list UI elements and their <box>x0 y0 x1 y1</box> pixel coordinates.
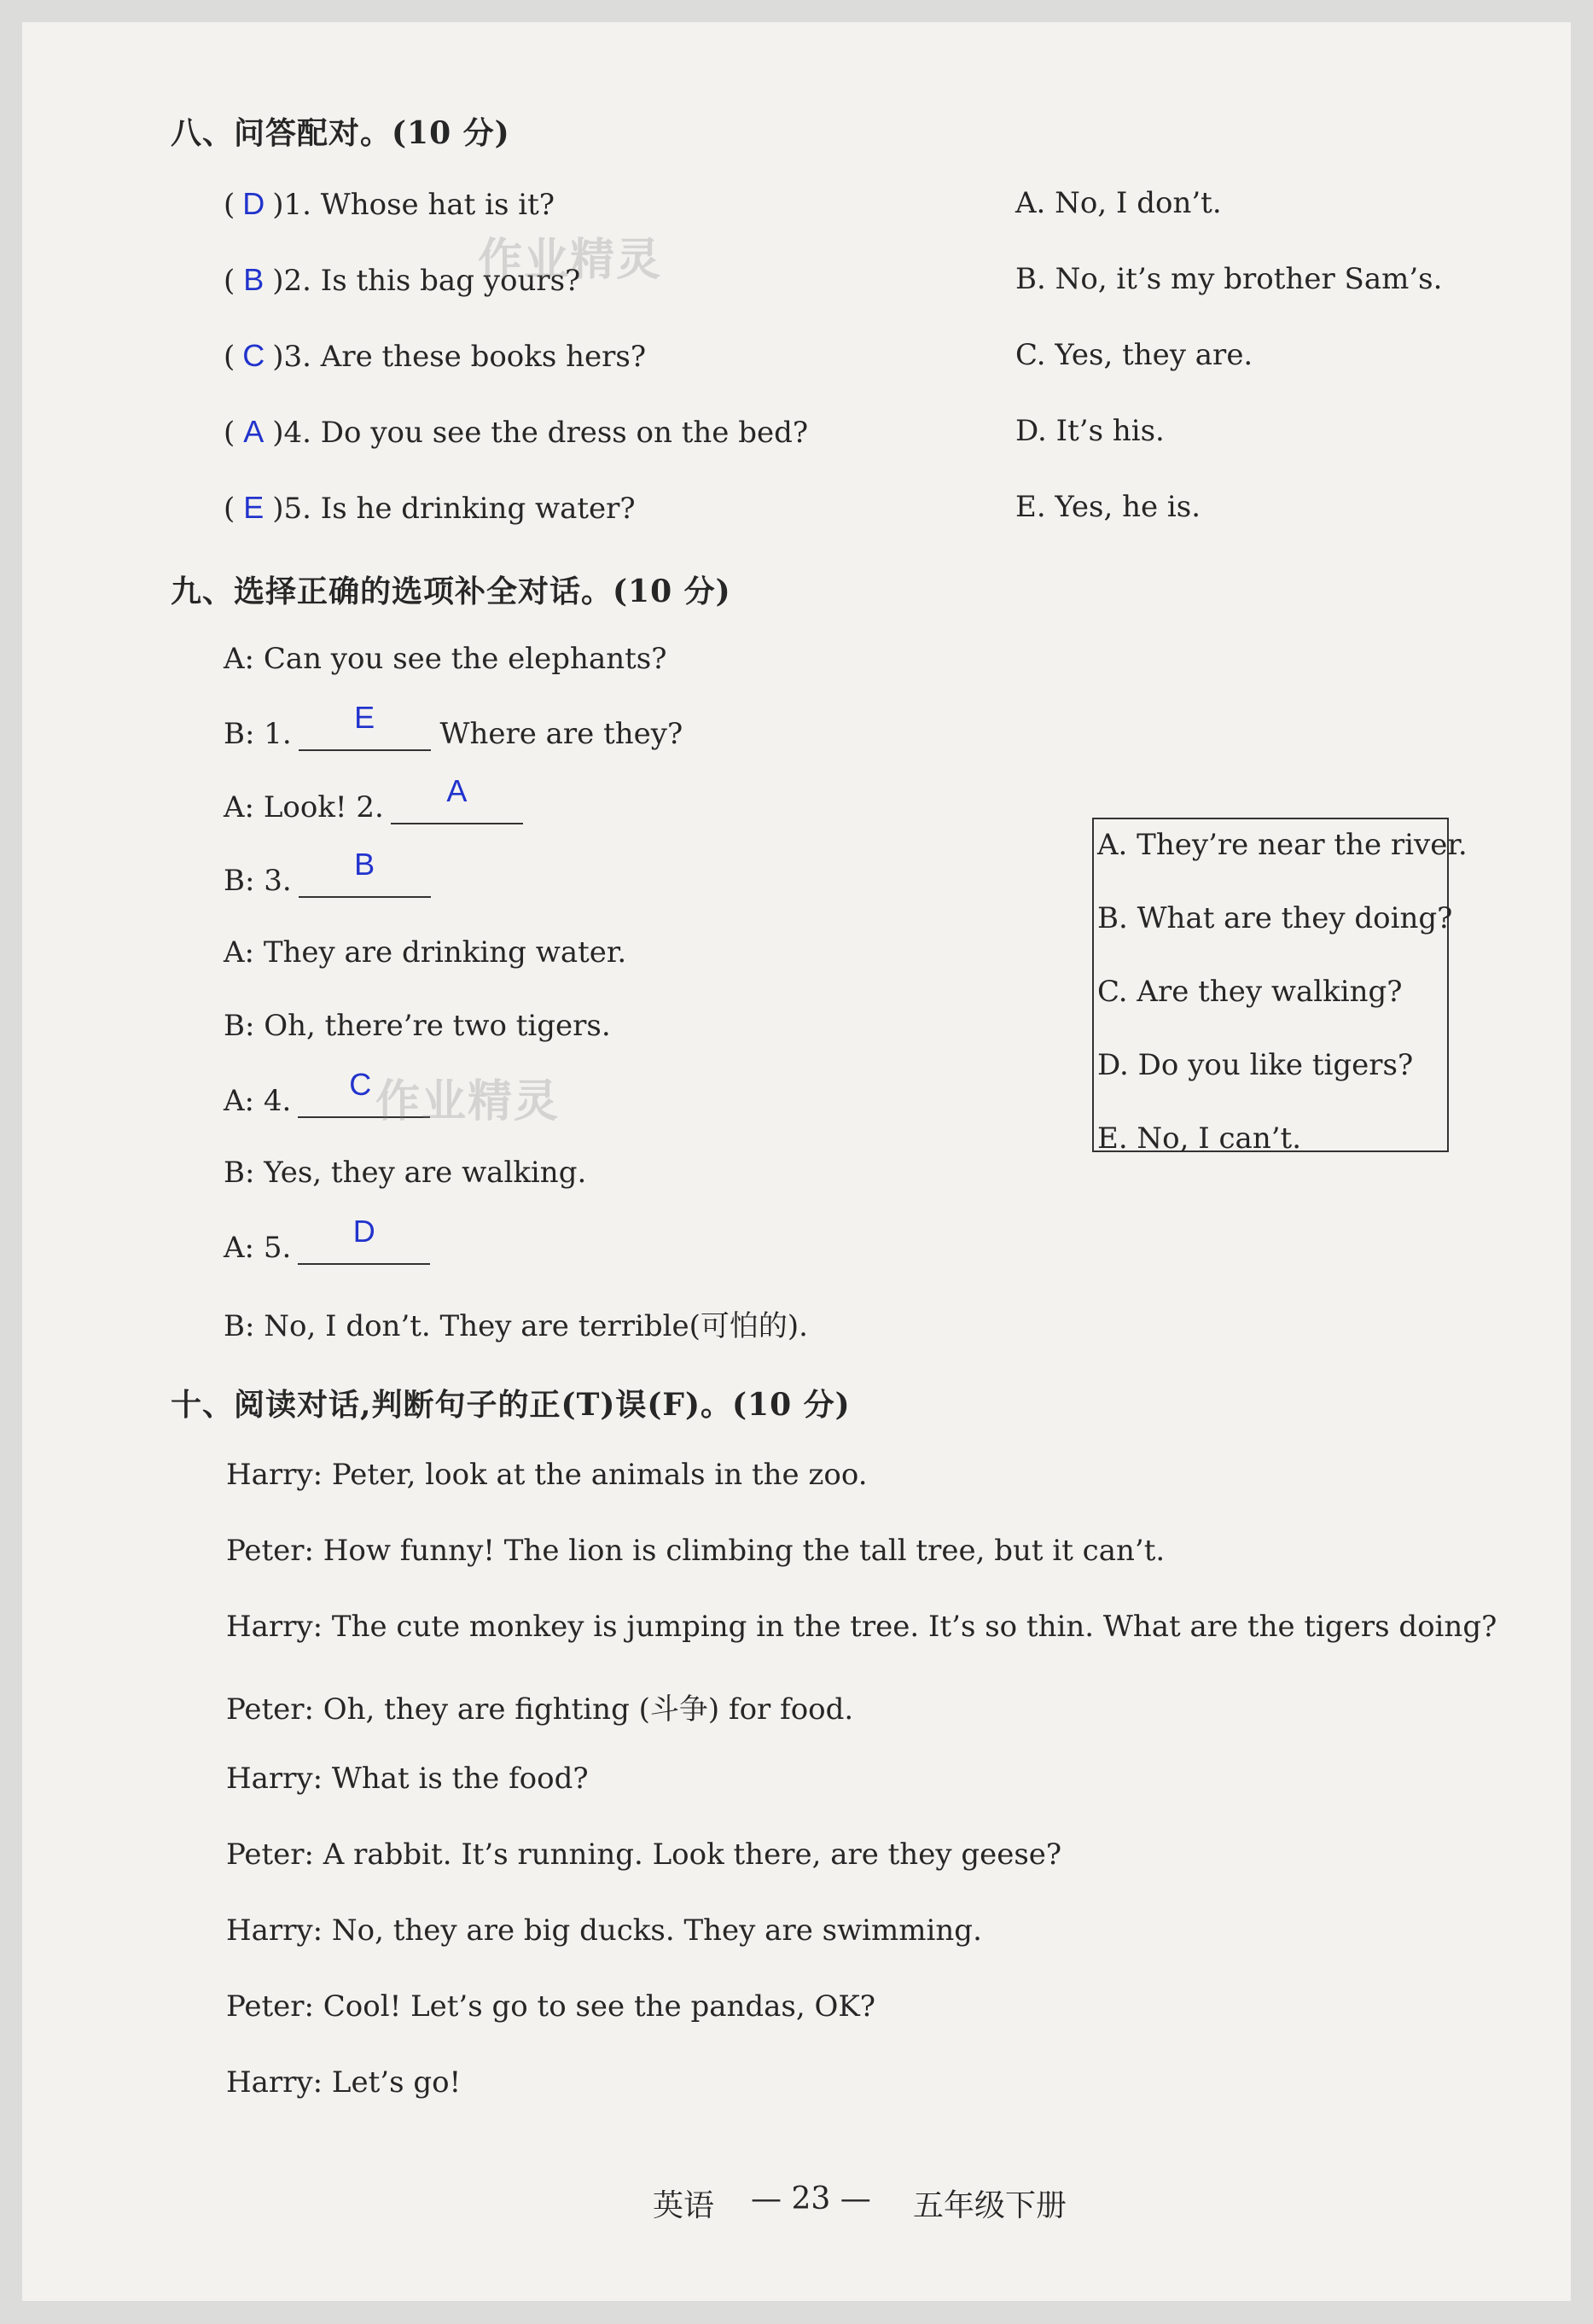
question-row: ( A )4. Do you see the dress on the bed? <box>224 414 809 450</box>
answer: E <box>354 700 375 735</box>
watermark: 作业精灵 <box>375 1076 561 1127</box>
option: E. Yes, he is. <box>1015 490 1201 524</box>
question-text: )4. Do you see the dress on the bed? <box>272 416 809 450</box>
option: B. No, it’s my brother Sam’s. <box>1015 262 1443 296</box>
box-option: A. They’re near the river. <box>1097 828 1468 862</box>
option: A. No, I don’t. <box>1015 186 1222 220</box>
answer: A <box>446 773 468 808</box>
dialog-line: Peter: Cool! Let’s go to see the pandas, OK? <box>226 1989 875 2024</box>
box-option: B. What are they doing? <box>1097 901 1453 935</box>
box-option: D. Do you like tigers? <box>1097 1048 1414 1082</box>
watermark: 作业精灵 <box>478 235 663 286</box>
dialog-line: B: 3. B <box>224 862 431 898</box>
dialog-line: Peter: How funny! The lion is climbing the tall tree, but it can’t. <box>226 1534 1166 1568</box>
question-row: ( B )2. Is this bag yours? <box>224 262 581 298</box>
answer: C <box>349 1067 372 1102</box>
dialog-line: Peter: A rabbit. It’s running. Look there, are they geese? <box>226 1838 1062 1872</box>
section-8-heading: 八、问答配对。(10 分) <box>171 115 510 151</box>
answer: B <box>354 847 375 882</box>
answer: D <box>242 186 265 221</box>
options-box <box>1092 818 1468 1156</box>
answer: B <box>243 262 265 297</box>
option: C. Yes, they are. <box>1015 338 1253 372</box>
question-row: ( C )3. Are these books hers? <box>224 338 647 374</box>
answer: D <box>352 1214 375 1249</box>
question-text: )5. Is he drinking water? <box>272 492 636 526</box>
dialog-line: B: No, I don’t. They are terrible(可怕的). <box>224 1309 808 1343</box>
answer: A <box>243 414 265 449</box>
footer-grade: 五年级下册 <box>913 2188 1067 2223</box>
question-row: ( E )5. Is he drinking water? <box>224 490 636 526</box>
dialog-line: Harry: What is the food? <box>226 1762 589 1796</box>
section-10-heading: 十、阅读对话,判断句子的正(T)误(F)。(10 分) <box>171 1387 851 1423</box>
dialog-line: A: Look! 2. A <box>224 789 523 824</box>
question-row: ( D )1. Whose hat is it? <box>224 186 555 222</box>
dialog-line: Harry: Let’s go! <box>226 2065 462 2100</box>
dialog-line: Harry: The cute monkey is jumping in the tree. It’s so thin. What are the tigers doing? <box>226 1610 1497 1644</box>
box-option: C. Are they walking? <box>1097 975 1403 1009</box>
dialog-line: Peter: Oh, they are fighting (斗争) for food. <box>226 1692 854 1727</box>
page-number: — 23 — <box>751 2181 871 2216</box>
dialog-line: A: Can you see the elephants? <box>224 642 667 676</box>
answer-blank <box>299 700 431 751</box>
answer: C <box>242 338 265 373</box>
answer-blank <box>391 773 523 824</box>
section-9-heading: 九、选择正确的选项补全对话。(10 分) <box>171 574 731 609</box>
dialog-line: B: 1. E Where are they? <box>224 700 683 751</box>
answer: E <box>243 490 265 525</box>
dialog-line: Harry: No, they are big ducks. They are swimming. <box>226 1913 982 1948</box>
question-text: )2. Is this bag yours? <box>272 264 581 298</box>
dialog-line: Harry: Peter, look at the animals in the zoo. <box>226 1458 868 1492</box>
footer-subject: 英语 <box>653 2188 715 2223</box>
dialog-line: A: 5. D <box>224 1229 430 1265</box>
question-text: )1. Whose hat is it? <box>272 188 555 222</box>
option: D. It’s his. <box>1015 414 1165 448</box>
dialog-line: A: They are drinking water. <box>224 935 627 970</box>
dialog-line: A: 4. C <box>224 1082 430 1118</box>
question-text: )3. Are these books hers? <box>272 340 647 374</box>
box-option: E. No, I can’t. <box>1097 1121 1301 1156</box>
dialog-line: B: Oh, there’re two tigers. <box>224 1009 611 1043</box>
dialog-line: B: Yes, they are walking. <box>224 1156 587 1190</box>
